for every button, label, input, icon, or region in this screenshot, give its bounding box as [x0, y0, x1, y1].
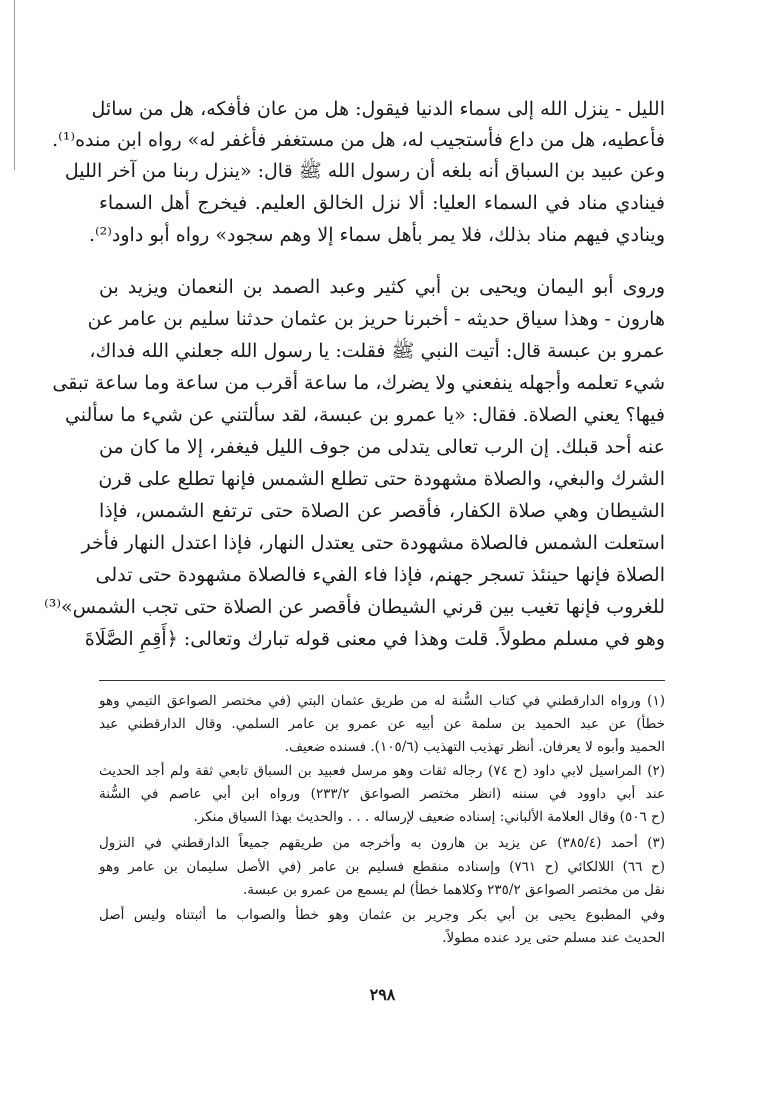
footnote-line: (١) ورواه الدارقطني في كتاب السُّنة له من طريق عثمان البتي (في مختصر الصواعق التيمي وهو [99, 693, 665, 709]
page-number: ٢٩٨ [369, 985, 396, 1004]
body-line: هارون - وهذا سياق حديثه - أخبرنا حريز بن عثمان حدثنا سليم بن عامر عن [87, 308, 665, 330]
footnote-line: خطأ) عن عبد الحميد بن سلمة عن أبيه عن عمرو بن عامر السلمي. وقال الدارقطني عبد [99, 716, 665, 732]
body-line: وهو في مسلم مطولاً. قلت وهذا في معنى قوله تبارك وتعالى: ﴿أَقِمِ الصَّلَاةَ [84, 628, 665, 650]
body-line: الليل - ينزل الله إلى سماء الدنيا فيقول: هل من عان فأفكه، هل من سائل [91, 98, 665, 120]
body-line: عمرو بن عبسة قال: أتيت النبي ﷺ فقلت: يا رسول الله جعلني الله فداك، [89, 340, 665, 362]
footnote-line: (ح ٦٦) اللالكائي (ح ٧٦١) وإسناده منقطع فسليم بن عامر (في الأصل سليمان بن عامر وهو [99, 859, 665, 875]
footnote-line: (٢) المراسيل لابي داود (ح ٧٤) رجاله ثقات وهو مرسل فعبيد بن السباق تابعي ثقة ولم أجد الحديث [99, 763, 666, 779]
margin-rule [14, 0, 15, 170]
footnote-line: وفي المطبوع يحيى بن أبي بكر وجرير بن عثمان وهو خطأ والصواب ما أثبتناه وليس أصل [99, 907, 665, 923]
body-line: فيها؟ يعني الصلاة. فقال: «يا عمرو بن عبسة، لقد سألتني عن شيء ما سألني [64, 404, 665, 426]
footnote-line: الحديث عند مسلم حتى يرد عنده مطولاً. [442, 930, 665, 946]
body-line: عنه أحد قبلك. إن الرب تعالى يتدلى من جوف الليل فيغفر، إلا ما كان من [99, 436, 665, 458]
body-line: الشرك والبغي، والصلاة مشهودة حتى تطلع الشمس فإنها تطلع على قرن [98, 468, 665, 490]
body-line: للغروب فإنها تغيب بين قرني الشيطان فأقصر عن الصلاة حتى تجب الشمس»⁽³⁾ [44, 596, 665, 618]
body-line: فأعطيه، هل من داع فأستجيب له، هل من مستغفر فأغفر له» رواه ابن منده⁽¹⁾. [52, 129, 665, 151]
footnote-line: نقل من مختصر الصواعق ٢٣٥/٢ وكلاهما خطأ) لم يسمع من عمرو بن عبسة. [243, 882, 665, 898]
body-line: وينادي فيهم مناد بذلك، فلا يمر بأهل سماء إلا وهم سجود» رواه أبو داود⁽²⁾. [88, 224, 665, 246]
body-line: وعن عبيد بن السباق أنه بلغه أن رسول الله ﷺ قال: «ينزل ربنا من آخر الليل [64, 160, 665, 182]
footnote-line: (ح ٥٠٦) وقال العلامة الألباني: إسناده ضعيف لإرساله . . . والحديث بهذا السياق منكر. [193, 809, 665, 825]
body-line: فينادي مناد في السماء العليا: ألا نزل الخالق العليم. فيخرج أهل السماء [99, 192, 665, 214]
body-line: وروى أبو اليمان ويحيى بن أبي كثير وعبد الصمد بن النعمان ويزيد بن [99, 276, 665, 298]
footnote-line: عند أبي داوود في سننه (انظر مختصر الصواعق ٢٣٣/٢) ورواه ابن أبي عاصم في السُّنة [99, 786, 665, 802]
footnote-line: الحميد وأبوه لا يعرفان. أنظر تهذيب التهذيب (١٠٥/٦). فسنده ضعيف. [284, 739, 665, 755]
body-line: شيء تعلمه وأجهله ينفعني ولا يضرك، ما ساعة أقرب من ساعة وما ساعة تبقى [52, 372, 665, 394]
footnote-line: (٣) أحمد (٣٨٥/٤) عن يزيد بن هارون به وأخرجه من طريقهم جميعاً الدارقطني في النزول [99, 835, 666, 851]
body-line: الصلاة فإنها حينئذ تسجر جهنم، فإذا فاء الفيء فالصلاة مشهودة حتى تدلى [95, 564, 665, 586]
footnote-separator [99, 680, 665, 681]
body-line: الشيطان وهي صلاة الكفار، فأقصر عن الصلاة حتى ترتفع الشمس، فإذا [99, 500, 665, 522]
body-line: استعلت الشمس فالصلاة مشهودة حتى يعتدل النهار، فإذا اعتدل النهار فأخر [81, 532, 665, 554]
